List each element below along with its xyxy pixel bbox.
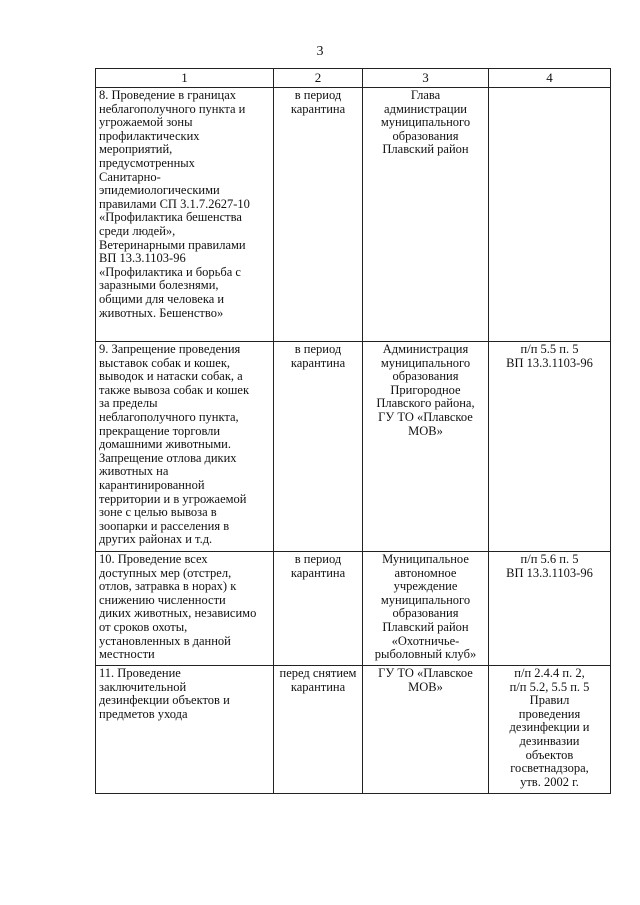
responsible-cell: ГУ ТО «Плавское МОВ»	[363, 666, 489, 794]
measure-cell: 11. Проведение заключительной дезинфекции объектов и предметов ухода	[96, 666, 274, 794]
table-header-row	[96, 69, 611, 88]
page-number: 3	[316, 44, 324, 59]
measure-cell: 9. Запрещение проведения выставок собак и кошек, выводок и натаски собак, а также вывоза собак и кошек за пределы неблагополучного пункта, прекращение торговли домашними животными. Запрещение отлова диких животных на карантинированной территории и в угрожаемой зоне с целью вывоза в зоопарки и расселения в других районах и т.д.	[96, 342, 274, 552]
period-cell: перед снятием карантина	[274, 666, 363, 794]
responsible-cell: Администрация муниципального образования Пригородное Плавского района, ГУ ТО «Плавское МОВ»	[363, 342, 489, 552]
measure-cell: 10. Проведение всех доступных мер (отстрел, отлов, затравка в норах) к снижению численности диких животных, независимо от сроков охоты, установленных в данной местности	[96, 552, 274, 666]
responsible-cell: Муниципальное автономное учреждение муниципального образования Плавский район «Охотничье- рыболовный клуб»	[363, 552, 489, 666]
basis-cell	[489, 88, 611, 342]
header-col-4: 4	[489, 69, 611, 88]
basis-cell: п/п 5.5 п. 5 ВП 13.3.1103-96	[489, 342, 611, 552]
basis-cell: п/п 5.6 п. 5 ВП 13.3.1103-96	[489, 552, 611, 666]
table-row	[96, 552, 611, 666]
header-col-3: 3	[363, 69, 489, 88]
table-row	[96, 666, 611, 794]
measure-cell: 8. Проведение в границах неблагополучного пункта и угрожаемой зоны профилактических мероприятий, предусмотренных Санитарно- эпидемиологическими правилами СП 3.1.7.2627-10 «Профилактика бешенства среди людей», Ветеринарными правилами ВП 13.3.1103-96 «Профилактика и борьба с заразными болезнями, общими для человека и животных. Бешенство»	[96, 88, 274, 342]
period-cell: в период карантина	[274, 342, 363, 552]
header-col-1: 1	[96, 69, 274, 88]
measures-table	[95, 68, 611, 794]
period-cell: в период карантина	[274, 88, 363, 342]
period-cell: в период карантина	[274, 552, 363, 666]
header-col-2: 2	[274, 69, 363, 88]
basis-cell: п/п 2.4.4 п. 2, п/п 5.2, 5.5 п. 5 Правил проведения дезинфекции и дезинвазии объектов госветнадзора, утв. 2002 г.	[489, 666, 611, 794]
responsible-cell: Глава администрации муниципального образования Плавский район	[363, 88, 489, 342]
table-row	[96, 88, 611, 342]
table-row	[96, 342, 611, 552]
